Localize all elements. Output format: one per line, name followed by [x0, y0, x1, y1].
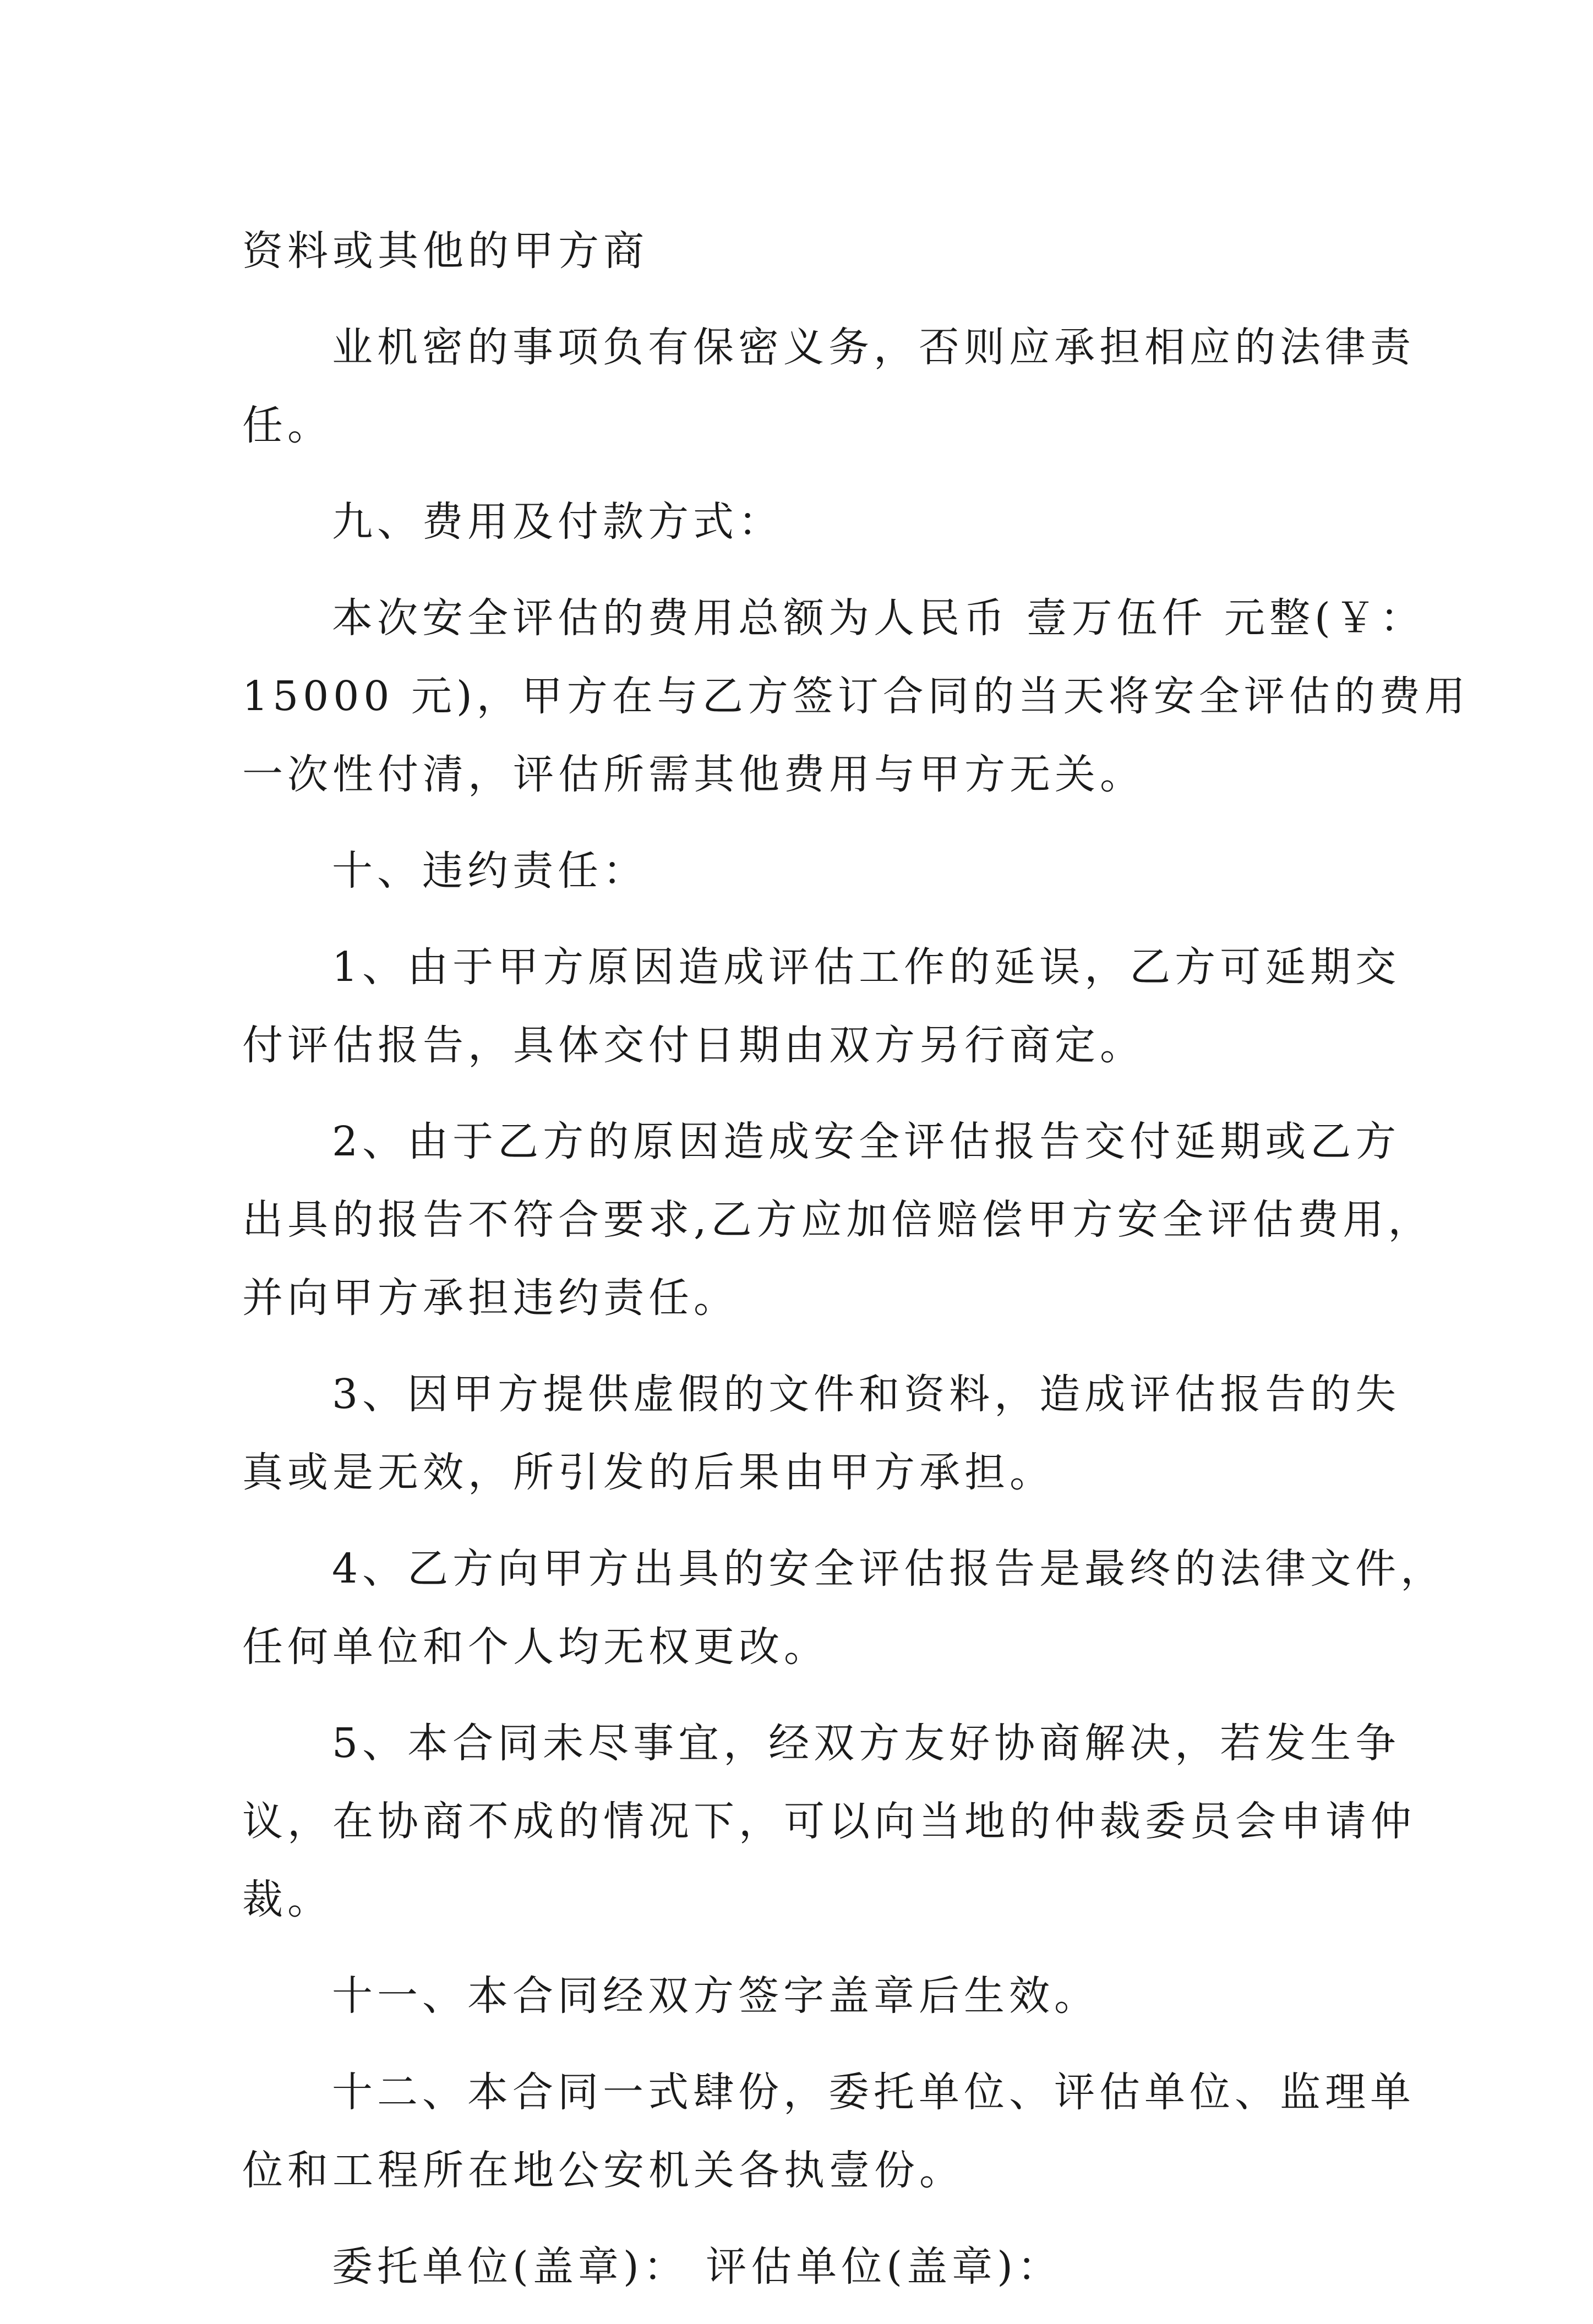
text-line: 一次性付清，评估所需其他费用与甲方无关。 [242, 751, 1145, 798]
paragraph-confidential-obligation [242, 308, 1415, 465]
text-line: 2、由于乙方的原因造成安全评估报告交付延期或乙方 [332, 1118, 1401, 1165]
paragraph-confidential-intro [242, 212, 1365, 290]
text-line: 任何单位和个人均无权更改。 [242, 1623, 829, 1671]
text-line: 业机密的事项负有保密义务，否则应承担相应的法律责 [332, 324, 1415, 371]
text-line: 5、本合同未尽事宜，经双方友好协商解决，若发生争 [332, 1720, 1401, 1767]
text-line: 本次安全评估的费用总额为人民币 壹万伍仟 元整(￥： [332, 594, 1425, 642]
text-line: 15000 元)，甲方在与乙方签订合同的当天将安全评估的费用 [242, 673, 1470, 720]
text-line: 十一、本合同经双方签字盖章后生效。 [332, 1972, 1099, 2020]
paragraph-fee-amount [242, 579, 1470, 814]
text-line: 九、费用及付款方式： [332, 498, 783, 545]
signature-line [242, 2228, 1365, 2306]
text-line: 付评估报告，具体交付日期由双方另行商定。 [242, 1022, 1145, 1069]
text-line: 并向甲方承担违约责任。 [242, 1274, 739, 1322]
clause-breach-4 [242, 1530, 1446, 1686]
text-line: 3、因甲方提供虚假的文件和资料，造成评估报告的失 [332, 1371, 1401, 1418]
clause-breach-3 [242, 1355, 1401, 1512]
text-line: 4、乙方向甲方出具的安全评估报告是最终的法律文件， [332, 1545, 1446, 1592]
text-line: 真或是无效，所引发的后果由甲方承担。 [242, 1449, 1055, 1496]
text-line: 1、由于甲方原因造成评估工作的延误，乙方可延期交 [332, 943, 1401, 991]
text-line: 裁。 [242, 1876, 332, 1923]
text-line: 十二、本合同一式肆份，委托单位、评估单位、监理单 [332, 2069, 1415, 2116]
text-line: 任。 [242, 402, 332, 449]
text-line: 十、违约责任： [332, 847, 648, 894]
clause-copies [242, 2053, 1415, 2210]
text-line: 资料或其他的甲方商 [242, 227, 648, 275]
text-line: 出具的报告不符合要求,乙方应加倍赔偿甲方安全评估费用， [242, 1196, 1433, 1243]
section-heading-breach [242, 832, 1365, 910]
text-line: 位和工程所在地公安机关各执壹份。 [242, 2147, 964, 2194]
clause-effective [242, 1957, 1365, 2035]
document-body [242, 212, 1470, 2324]
clause-breach-1 [242, 928, 1401, 1084]
clause-breach-5 [242, 1704, 1416, 1939]
section-heading-fees [242, 483, 1365, 561]
text-line: 委托单位(盖章)： 评估单位(盖章)： [332, 2243, 1063, 2290]
clause-breach-2 [242, 1103, 1433, 1337]
text-line: 议，在协商不成的情况下，可以向当地的仲裁委员会申请仲 [242, 1798, 1416, 1845]
